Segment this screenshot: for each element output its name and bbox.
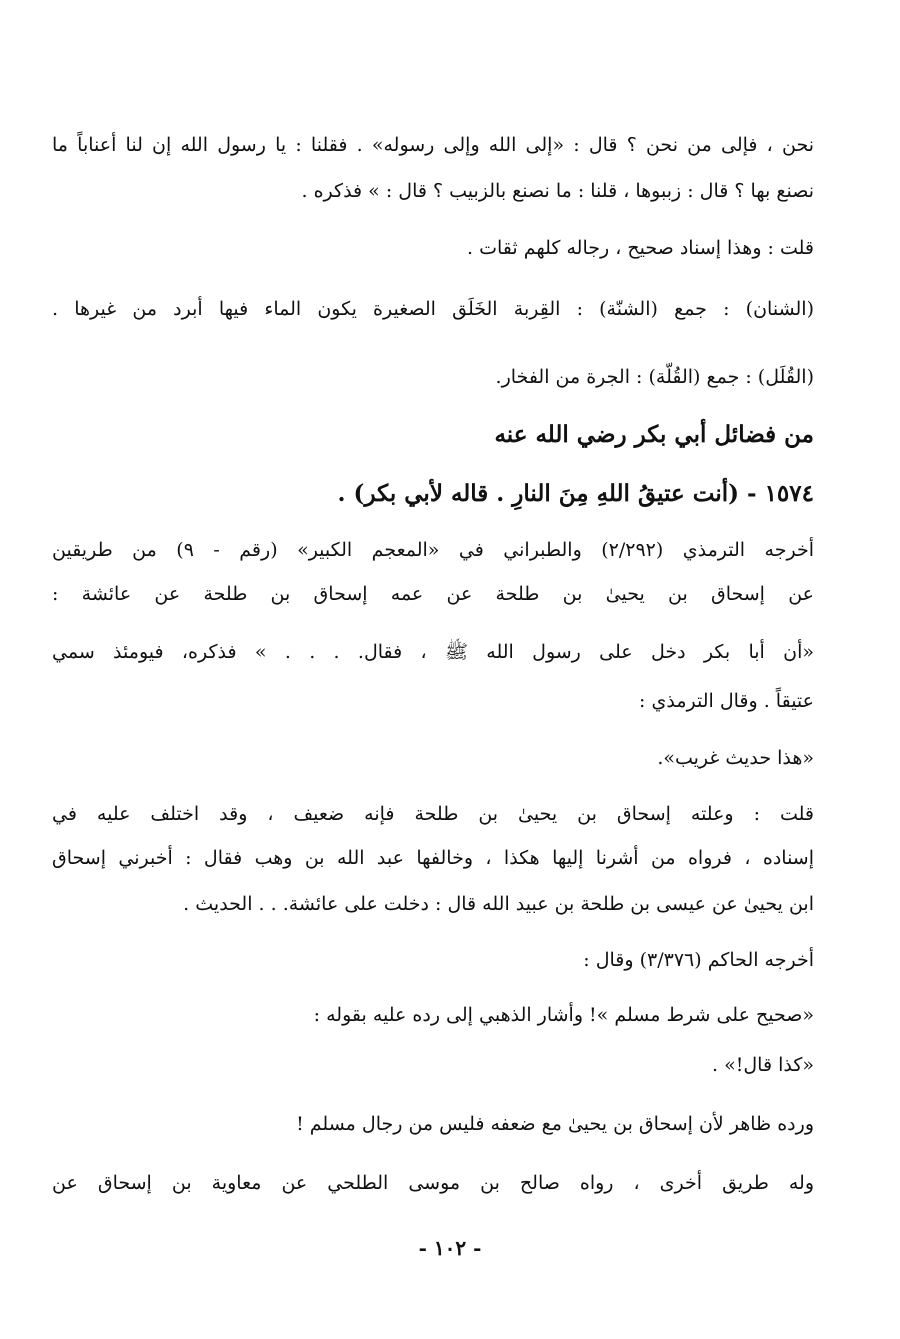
text-line-13: قلت : وعلته إسحاق بن يحيىٰ بن طلحة فإنه ضعيف ، وقد اختلف عليه في	[52, 803, 814, 825]
text-line-5: (القُلَل) : جمع (القُلّة) : الجرة من الفخار.	[495, 366, 814, 388]
page-number: - ١٠٢ -	[418, 1236, 482, 1260]
hadith-title: ١٥٧٤ - (أنت عتيقُ اللهِ مِنَ النارِ . قاله لأبي بكر) .	[337, 480, 814, 507]
text-line-20: وله طريق أخرى ، رواه صالح بن موسى الطلحي عن معاوية بن إسحاق عن	[52, 1172, 814, 1194]
text-line-10: «أن أبا بكر دخل على رسول الله ﷺ ، فقال. . . . » فذكره، فيومئذ سمي	[52, 641, 814, 663]
text-line-18: «كذا قال!» .	[712, 1054, 814, 1076]
text-line-1: نحن ، فإلى من نحن ؟ قال : «إلى الله وإلى رسوله» . فقلنا : يا رسول الله إن لنا أعناباً ما	[52, 134, 814, 156]
text-line-11: عتيقاً . وقال الترمذي :	[639, 690, 814, 712]
text-line-19: ورده ظاهر لأن إسحاق بن يحيىٰ مع ضعفه فليس من رجال مسلم !	[296, 1113, 814, 1135]
text-line-3: قلت : وهذا إسناد صحيح ، رجاله كلهم ثقات .	[467, 237, 814, 259]
text-line-17: «صحيح على شرط مسلم »! وأشار الذهبي إلى رده عليه بقوله :	[313, 1004, 814, 1026]
text-line-12: «هذا حديث غريب».	[657, 747, 814, 769]
document-page	[52, 0, 814, 1339]
text-line-9: عن إسحاق بن يحيىٰ بن طلحة عن عمه إسحاق بن طلحة عن عائشة :	[52, 583, 814, 605]
section-heading: من فضائل أبي بكر رضي الله عنه	[494, 421, 814, 448]
text-line-16: أخرجه الحاكم (٣/٣٧٦) وقال :	[583, 949, 814, 971]
text-line-4: (الشنان) : جمع (الشنّة) : القِربة الخَلَق الصغيرة يكون الماء فيها أبرد من غيرها .	[52, 298, 814, 320]
text-line-8: أخرجه الترمذي (٢/٢٩٢) والطبراني في «المعجم الكبير» (رقم - ٩) من طريقين	[52, 539, 814, 561]
text-line-14: إسناده ، فرواه من أشرنا إليها هكذا ، وخالفها عبد الله بن وهب فقال : أخبرني إسحاق	[52, 847, 814, 869]
text-line-2: نصنع بها ؟ قال : زببوها ، قلنا : ما نصنع بالزبيب ؟ قال : » فذكره .	[301, 180, 814, 202]
text-line-15: ابن يحيىٰ عن عيسى بن طلحة بن عبيد الله قال : دخلت على عائشة. . . الحديث .	[183, 893, 814, 915]
